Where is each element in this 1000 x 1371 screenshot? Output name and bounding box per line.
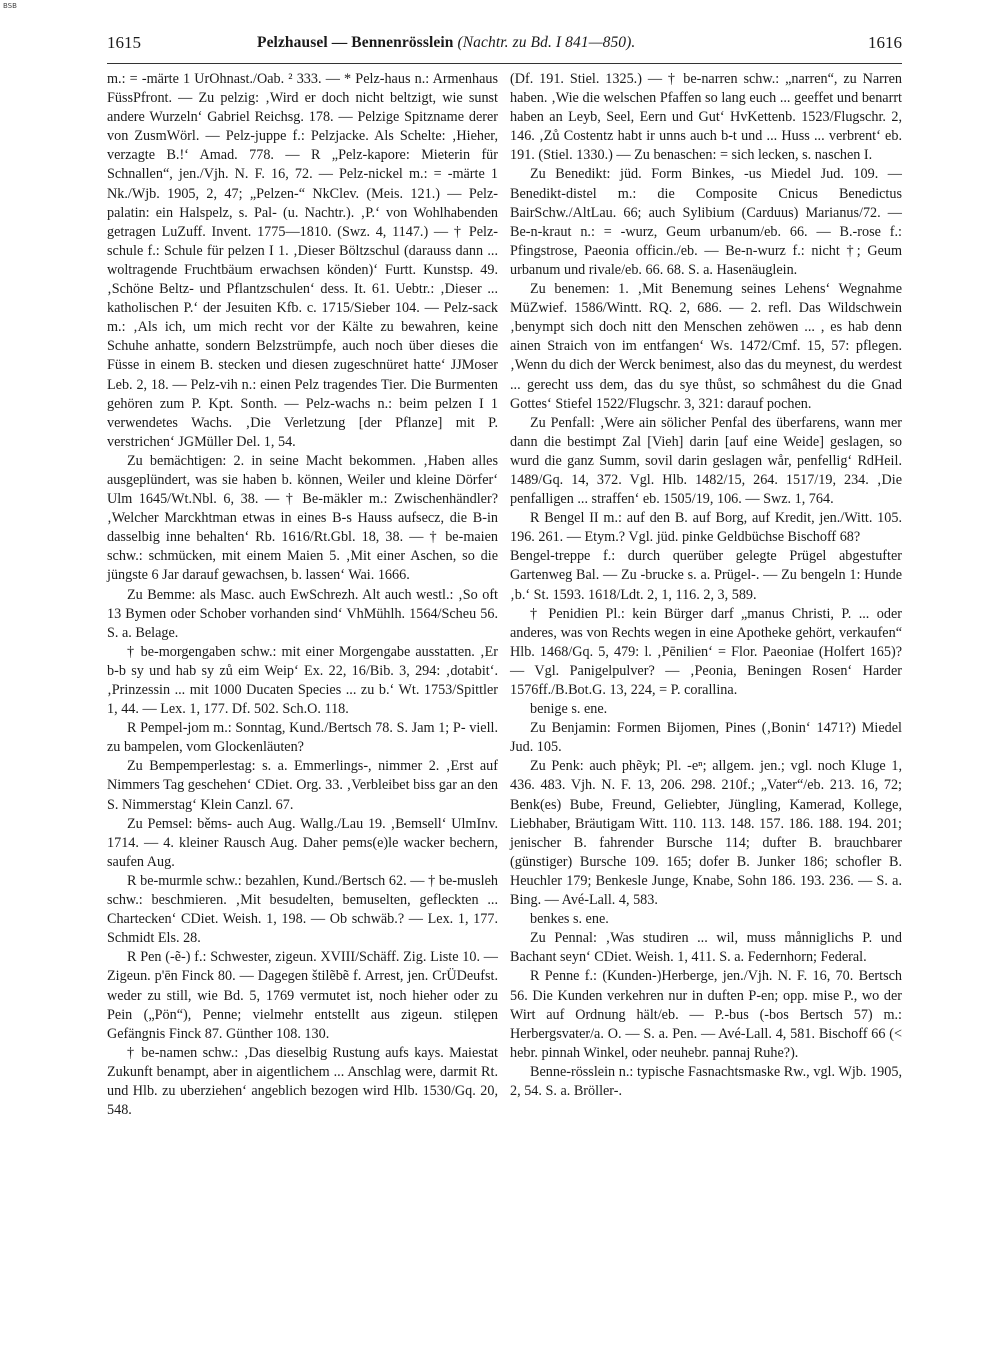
running-title-note: (Nachtr. zu Bd. I 841—850). (457, 34, 636, 51)
entry-paragraph: Benne-rösslein n.: typische Fasnachtsmaske Rw., vgl. Wjb. 1905, 2, 54. S. a. Bröller-. (510, 1063, 902, 1099)
entry-paragraph: Zu Benjamin: Formen Bijomen, Pines (‚Bonin‘ 1471?) Miedel Jud. 105. (510, 720, 902, 756)
entry-paragraph: † be-morgengaben schw.: mit einer Morgengabe ausstatten. ‚Er b-b sy und hab sy zů eim Weip‘ Ex. 22, 16/Bib. 3, 294: ‚dotabit‘. ‚Prinzessin ... mit 1000 Ducaten Species ... zu b.‘ Wt. 1753/Spittler 1, 44. — Lex. 1, 177. Df. 502. Sch.O. 118. (107, 643, 498, 718)
header-rule (107, 63, 902, 64)
entry-paragraph: Bengel-treppe f.: durch querüber gelegte Prügel abgestufter Gartenweg Bal. — Zu -brucke s. a. Prügel-. — Zu bengeln 1: Hunde ‚b.‘ St. 1593. 1618/Ldt. 2, 1, 116. 2, 3, 589. (510, 548, 902, 603)
entry-paragraph: Zu benemen: 1. ‚Mit Benemung seines Lehens‘ Wegnahme MüZwief. 1586/Wintt. RQ. 2, 686. — 2. refl. Das Wildschwein ‚benympt sich doch nitt den Menschen zehöwen ... , es hab denn ainen Straich von im entfangen‘ Ws. 1472/Cmf. 15, 57: pflegen. ‚Wenn du dich der Werck benimest, also das du meynest, du werdest ... gerecht uss dem, das du sye thůst, so schmâhest du die Gnad Gottes‘ Stiefel 1522/Flugschr. 3, 321: darauf pochen. (510, 281, 902, 412)
entry-paragraph: Zu Pennal: ‚Was studiren ... wil, muss månniglichs P. und Bachant seyn‘ CDiet. Weish. 1, 411. S. a. Federnhorn; Federal. (510, 930, 902, 966)
entry-paragraph: Zu Bempemperlestag: s. a. Emmerlings-, nimmer 2. ‚Erst auf Nimmers Tag geschehen‘ CDiet. Org. 33. ‚Verbleibet biss gar an den S. Nimmerstag‘ Klein Canzl. 67. (107, 758, 498, 813)
entry-paragraph: R Bengel II m.: auf den B. auf Borg, auf Kredit, jen./Witt. 105. 196. 261. — Etym.? Vgl. jüd. pinke Geldbüchse Bischoff 68? (510, 510, 902, 546)
entry-paragraph: Zu bemächtigen: 2. in seine Macht bekommen. ‚Haben alles ausgeplündert, was sie haben b. können, Weiler und kleine Dörfer‘ Ulm 1645/Wt.Nbl. 6, 38. — † Be-mäkler m.: Zwischenhändler? ‚Welcher Marckhtman etwas in eines B-s Hauss aufsecz, die B-in dasselbig inne behalten‘ Rb. 1616/Rt.Gbl. 18, 38. — † be-maien schw.: schmücken, mit einem Maien 5. ‚Mit einer Aschen, so die jüngste 6 Jar darauf gewachsen, b. lassen‘ Wai. 1666. (107, 452, 498, 584)
entry-paragraph: Zu Penfall: ‚Were ain sölicher Penfal des überfarens, wann mer dann die bestimpt Zal [Vieh] darin [auf eine Weide] geslagen, so wurd die ganz Summ, sovil darin geslagen wår, penfellig‘ RdHeil. 1489/Gq. 14, 372. Vgl. Hlb. 1482/15, 264. 1517/19, 234. ‚Die penfalligen ... straffen‘ eb. 1505/19, 106. — Swz. 1, 764. (510, 414, 902, 508)
entry-paragraph: R Penne f.: (Kunden-)Herberge, jen./Vjh. N. F. 16, 70. Bertsch 56. Die Kunden verkehren nur in duften P-en; opp. mise P., wo der Wirt auf Ordnung hält/eb. — P.-bus (-bos Bertsch 57) m.: Herbergsvater/a. O. — S. a. Pen. — Avé-Lall. 4, 581. Bischoff 66 (< hebr. pinnah Winkel, oder neuhebr. pannaj Ruhe?). (510, 968, 902, 1061)
entry-paragraph: † Penidien Pl.: kein Bürger darf „manus Christi, P. ... oder anderes, was von Rechts wegen in eine Apotheke gehört, verkaufen“ Hlb. 1468/Gq. 5, 479: l. ‚Pēnilien‘ = Flor. Paeoniae (Holfert 165)? — Vgl. Panigelpulver? — ‚Peonia, Beningen Rosen‘ Harder 1576ff./B.Bot.G. 13, 224, = P. corallina. (510, 605, 902, 698)
running-title-main: Pelzhausel — Bennenrösslein (257, 34, 454, 51)
entry-paragraph: (Df. 191. Stiel. 1325.) — † be-narren schw.: „narren“, zu Narren haben. ‚Wie die welschen Pfaffen so lang euch ... geeffet und benarrt haben an Leyb, Seel, Eern und Gut‘ HvKettenb. 1523/Flugschr. 2, 146. ‚Zů Costentz habt ir unns auch b-t und ... Huss ... verbrent‘ eb. 191. (Stiel. 1330.) — Zu benaschen: = sich lecken, s. naschen I. (510, 71, 902, 164)
entry-paragraph: benige s. ene. (530, 701, 608, 718)
library-mark: BSB (3, 2, 17, 10)
entry-paragraph: Zu Pemsel: běms- auch Aug. Wallg./Lau 19. ‚Bemsell‘ UlmInv. 1714. — 4. kleiner Rausch Aug. Daher pems(e)le wacker bechern, saufen Aug. (107, 815, 498, 870)
entry-paragraph: benkes s. ene. (530, 911, 609, 928)
page-header (107, 33, 902, 55)
right-column (510, 70, 902, 1101)
entry-paragraph: Zu Bemme: als Masc. auch EwSchrezh. Alt auch westl.: ‚So oft 13 Bymen oder Schober vorhanden sind‘ VhMühlh. 1564/Scheu 56. S. a. Belage. (107, 586, 498, 641)
entry-paragraph: R be-murmle schw.: bezahlen, Kund./Bertsch 62. — † be-musleh schw.: beschmieren. ‚Mit besudelten, bemuselten, gefleckten ... Chartecken‘ CDiet. Weish. 1, 198. — Ob schwäb.? — Lex. 1, 177. Schmidt Els. 28. (107, 872, 498, 947)
entry-paragraph: † be-namen schw.: ‚Das dieselbig Rustung aufs kays. Maiestat Zukunft benampt, aber in aigentlichem ... Anschlag were, darmit Rt. und Hlb. zu uberziehen‘ angeblich bezogen wird Hlb. 1530/Gq. 20, 548. (107, 1044, 498, 1119)
entry-paragraph: Zu Benedikt: jüd. Form Binkes, -us Miedel Jud. 109. — Benedikt-distel m.: die Composite Cnicus Benedictus BairSchw./AltLau. 66; auch Sylibium (Carduus) Marianus/72. — Be-n-kraut n.: = -wurz, Geum urbanum/eb. 66. — B.-rose f.: Pfingstrose, Paeonia officin./eb. — Be-n-wurz f.: nicht †; Geum urbanum und rivale/eb. 66. 68. S. a. Hasenäuglein. (510, 166, 902, 278)
entry-paragraph: R Pen (-ẽ-) f.: Schwester, zigeun. XVIII/Schäff. Zig. Liste 10. — Zigeun. p'ēn Finck 80. — Dagegen štilẽbẽ f. Arrest, jen. CrÜDeufst. weder zu still, wie Bd. 5, 1769 vermutet ist, noch hieher oder zu Pein („Pön“), Penne; vielmehr entstellt aus zigeun. stilępen Gefängnis Finck 87. Günther 108. 130. (107, 949, 498, 1042)
entry-paragraph: Zu Penk: auch phẽyk; Pl. -eⁿ; allgem. jen.; vgl. noch Kluge 1, 436. 483. Vjh. N. F. 13, 206. 298. 210f.; „Vater“/eb. 213. 16, 72; Benk(es) Bube, Freund, Geliebter, Jüngling, Kamerad, Kollege, Liebhaber, Bräutigam Witt. 110. 113. 148. 157. 186. 188. 194. 201; jenischer B. fahrender Bursche 114; dufter B. brauchbarer (günstiger) Bursche 109. 165; dofer B. Junker 186; schofler B. Heuchler 179; Benkesle Junge, Knabe, Sohn 186. 193. 236. — S. a. Bing. — Avé-Lall. 4, 583. (510, 758, 902, 909)
entry-paragraph: R Pempel-jom m.: Sonntag, Kund./Bertsch 78. S. Jam 1; P- viell. zu bampelen, vom Glockenläuten? (107, 720, 498, 756)
running-title (257, 34, 635, 52)
page-number-left: 1615 (107, 33, 141, 52)
left-column (107, 70, 498, 1120)
page-number-right: 1616 (868, 33, 902, 52)
entry-paragraph: m.: = -märte 1 UrOhnast./Oab. ² 333. — * Pelz-haus n.: Armenhaus FüssPfront. — Zu pelzig: ‚Wird er doch nicht beltzigt, wie sunst andere Wurzeln‘ Gabriel Reichsg. 178. — Pelzige Spitzname derer von ZusmWörl. — Pelz-juppe f.: Pelzjacke. Als Schelte: ‚Hieher, verzagte B.!‘ Amad. 778. — R „Pelz-kapore: Mieterin für Schnallen“, jen./Vjh. N. F. 16, 72. — Pelz-nickel m.: = -märte 1 Nk./Wjb. 1905, 2, 47; „Pelzen-“ NkClev. (Meis. 121.) — Pelz-palatin: ein Halspelz, s. Pal- (u. Nachtr.). ‚P.‘ von Wohlhabenden getragen LuZuff. Invent. 1775—1810. (Swz. 4, 1147.) — † Pelz-schule f.: Schule für pelzen I 1. ‚Dieser Böltzschul (darauss dann ... woltragende Fruchtbäum erwachsen könden)‘ Furtt. Kunstsp. 49. ‚Schöne Beltz- und Pflantzschulen‘ dess. It. 61. Uebtr.: ‚Dieser ... katholischen P.‘ der Jesuiten Kfb. c. 1715/Sieber 104. — Pelz-sack m.: ‚Als ich, um mich recht vor der Kälte zu bewahren, keine Schuhe anhatte, sondern Belzstrümpfe, auch noch über dieses die Füsse in einem B. stecken und diesen zugeschnüret hatte‘ JJMoser Leb. 2, 18. — Pelz-vih n.: einen Pelz tragendes Tier. Die Burmenten gehören zum P. Kpt. Sonth. — Pelz-wachs n.: beim pelzen I 1 verwendetes Wachs. ‚Die Verletzung [der Pflanze] mit P. verstrichen‘ JGMüller Del. 1, 54. (107, 71, 498, 450)
